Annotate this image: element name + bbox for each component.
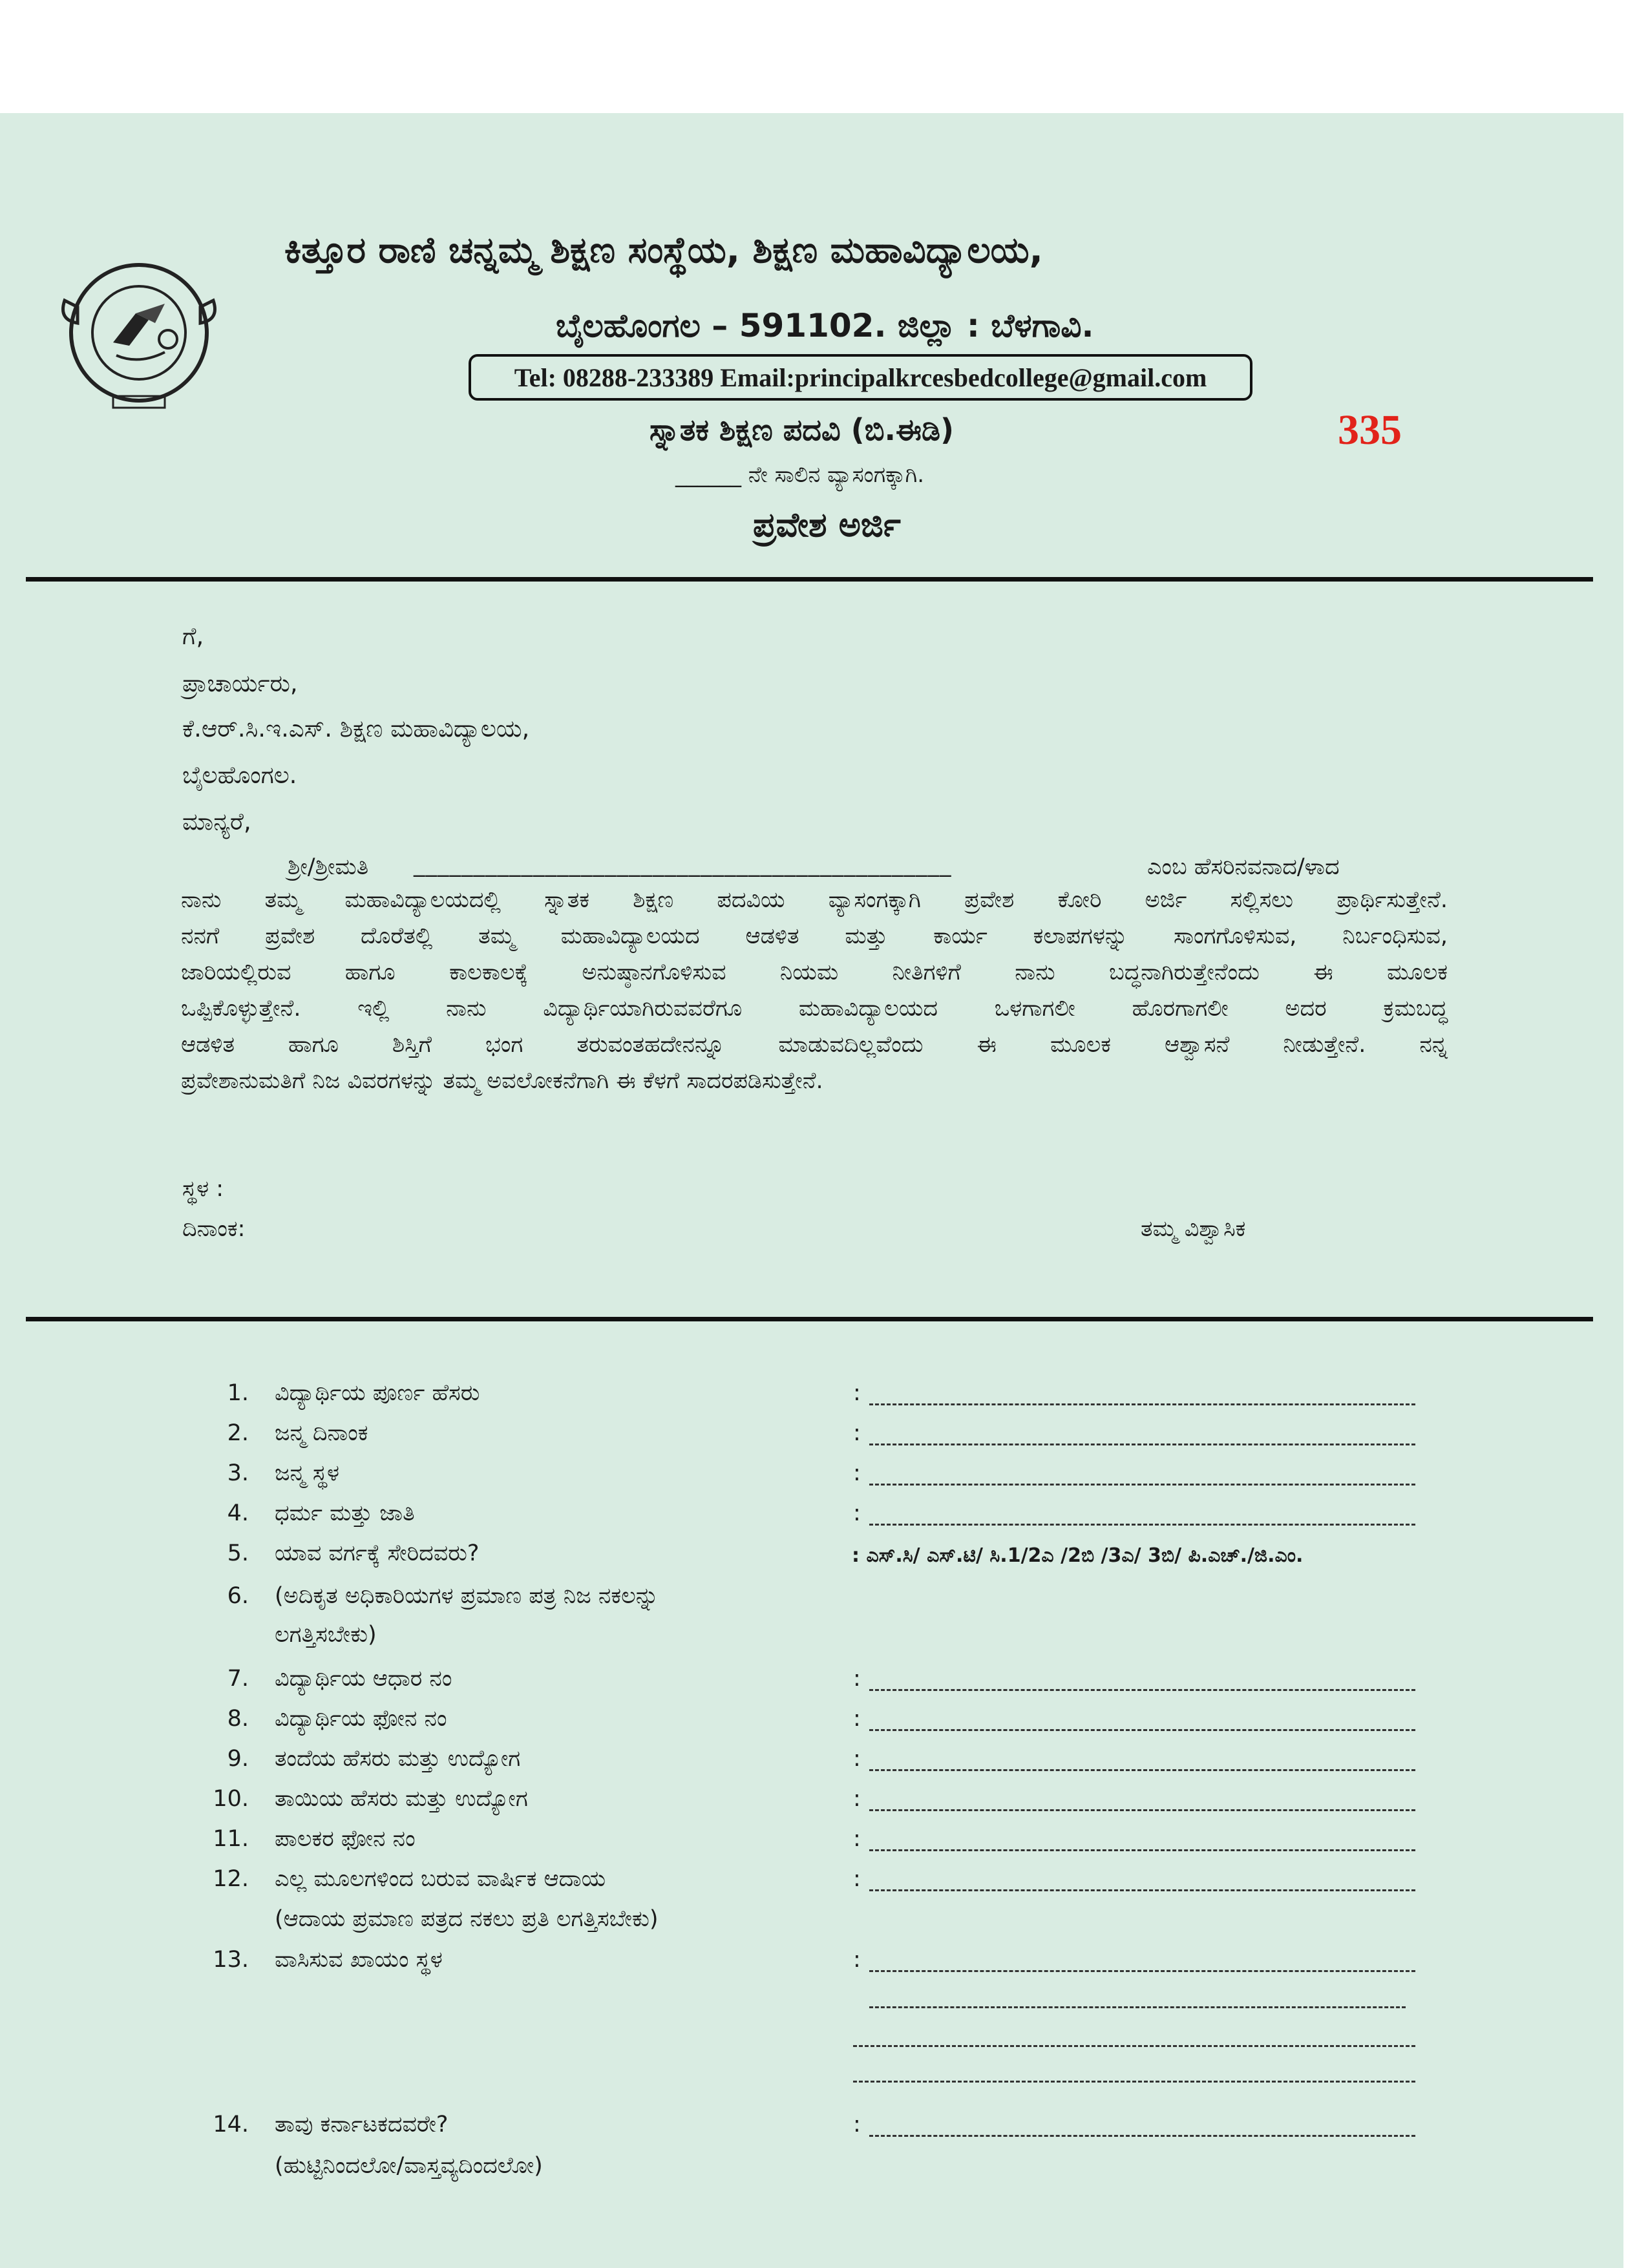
institution-address: ಬೈಲಹೊಂಗಲ – 591102. ಜಿಲ್ಲಾ : ಬೆಳಗಾವಿ.: [556, 307, 1094, 344]
item-number: 3.: [227, 1460, 249, 1486]
item-label-continued: ಲಗತ್ತಿಸಬೇಕು): [275, 1622, 377, 1648]
item-label: ಜನ್ಮ ಸ್ಥಳ: [275, 1460, 339, 1486]
item-label: ತಾಯಿಯ ಹೆಸರು ಮತ್ತು ಉದ್ಯೋಗ: [275, 1786, 528, 1812]
answer-line-mother[interactable]: [869, 1809, 1415, 1811]
answer-line-parent-phone[interactable]: [869, 1849, 1415, 1851]
field-colon: :: [853, 1947, 861, 1973]
answer-line-student-phone[interactable]: [869, 1729, 1415, 1731]
answer-line-religion-caste[interactable]: [869, 1524, 1415, 1526]
declaration-line: ಒಪ್ಪಿಕೊಳ್ಳುತ್ತೇನೆ. ಇಲ್ಲಿ ನಾನು ವಿದ್ಯಾರ್ಥಿಯಾಗಿರುವವರೆಗೂ ಮಹಾವಿದ್ಯಾಲಯದ ಒಳಗಾಗಲೀ ಹೊರಗಾಗಲೀ ಅದರ ಕ್ರಮಬದ್ಧ: [181, 996, 1448, 1022]
answer-line-annual-income[interactable]: [869, 1889, 1415, 1891]
item-number: 11.: [213, 1826, 249, 1852]
item-number: 7.: [227, 1666, 249, 1692]
field-colon: :: [853, 1826, 861, 1852]
declaration-line: ಪ್ರವೇಶಾನುಮತಿಗೆ ನಿಜ ವಿವರಗಳನ್ನು ತಮ್ಮ ಅವಲೋಕನೆಗಾಗಿ ಈ ಕೆಳಗೆ ಸಾದರಪಡಿಸುತ್ತೇನೆ.: [181, 1068, 823, 1094]
answer-line-birth-place[interactable]: [869, 1484, 1415, 1486]
item-label: ತಾವು ಕರ್ನಾಟಕದವರೇ?: [275, 2112, 449, 2137]
item-label: ವಾಸಿಸುವ ಖಾಯಂ ಸ್ಥಳ: [275, 1947, 443, 1973]
field-colon: :: [853, 1746, 861, 1772]
field-colon: :: [853, 1460, 861, 1486]
letter-to: ಗೆ,: [182, 622, 204, 650]
item-label-continued: (ಹುಟ್ಟಿನಿಂದಲೋ/ವಾಸ್ತವ್ಯದಿಂದಲೋ): [275, 2153, 543, 2179]
form-number: 335: [1338, 406, 1402, 454]
category-options[interactable]: : ಎಸ್.ಸಿ/ ಎಸ್.ಟಿ/ ಸಿ.1/2ಎ /2ಬಿ /3ಎ/ 3ಬಿ/ ಪಿ.ಎಚ್./ಜಿ.ಎಂ.: [852, 1544, 1304, 1567]
item-label: ಜನ್ಮ ದಿನಾಂಕ: [275, 1420, 368, 1446]
letter-college: ಕೆ.ಆರ್.ಸಿ.ಇ.ಎಸ್. ಶಿಕ್ಷಣ ಮಹಾವಿದ್ಯಾಲಯ,: [182, 715, 530, 742]
answer-line-aadhaar[interactable]: [869, 1689, 1415, 1691]
item-number: 14.: [213, 2112, 249, 2137]
declaration-paragraph: [181, 882, 1448, 1099]
signature-label: ತಮ್ಮ ವಿಶ್ವಾಸಿಕ: [1141, 1216, 1246, 1242]
name-suffix: ಎಂಬ ಹೆಸರಿನವನಾದ/ಳಾದ: [1147, 854, 1340, 880]
item-label: ತಂದೆಯ ಹೆಸರು ಮತ್ತು ಉದ್ಯೋಗ: [275, 1746, 521, 1772]
item-number: 9.: [227, 1746, 249, 1772]
name-prefix: ಶ್ರೀ/ಶ್ರೀಮತಿ: [288, 854, 369, 880]
applicant-name-field[interactable]: _____________________________________________: [414, 852, 952, 877]
item-number: 12.: [213, 1866, 249, 1892]
item-label-continued: (ಆದಾಯ ಪ್ರಮಾಣ ಪತ್ರದ ನಕಲು ಪ್ರತಿ ಲಗತ್ತಿಸಬೇಕು): [275, 1906, 659, 1932]
institution-name: ಕಿತ್ತೂರ ರಾಣಿ ಚನ್ನಮ್ಮ ಶಿಕ್ಷಣ ಸಂಸ್ಥೆಯ, ಶಿಕ್ಷಣ ಮಹಾವಿದ್ಯಾಲಯ,: [284, 229, 1043, 271]
item-label: ಪಾಲಕರ ಫೋನ ನಂ: [275, 1826, 416, 1852]
college-seal-logo: [52, 242, 226, 417]
field-colon: :: [853, 1866, 861, 1892]
field-colon: :: [853, 1420, 861, 1446]
item-number: 1.: [227, 1380, 249, 1406]
answer-line-father[interactable]: [869, 1769, 1415, 1771]
item-label: ಎಲ್ಲ ಮೂಲಗಳಿಂದ ಬರುವ ವಾರ್ಷಿಕ ಆದಾಯ: [275, 1866, 606, 1892]
item-number: 2.: [227, 1420, 249, 1446]
field-colon: :: [853, 1706, 861, 1732]
item-label: ವಿದ್ಯಾರ್ಥಿಯ ಫೋನ ನಂ: [275, 1706, 447, 1732]
declaration-line: ನನಗೆ ಪ್ರವೇಶ ದೊರೆತಲ್ಲಿ ತಮ್ಮ ಮಹಾವಿದ್ಯಾಲಯದ ಆಡಳಿತ ಮತ್ತು ಕಾರ್ಯ ಕಲಾಪಗಳನ್ನು ಸಾಂಗಗೊಳಿಸುವ, ನಿರ್ಬಂಧಿಸುವ,: [181, 923, 1448, 949]
top-divider: [26, 577, 1593, 582]
item-number: 13.: [213, 1947, 249, 1973]
item-label: ವಿದ್ಯಾರ್ಥಿಯ ಪೂರ್ಣ ಹೆಸರು: [275, 1380, 480, 1406]
letter-city: ಬೈಲಹೊಂಗಲ.: [182, 761, 297, 789]
answer-line-full-name[interactable]: [869, 1403, 1415, 1405]
letter-salutation: ಮಾನ್ಯರೆ,: [182, 808, 251, 835]
field-colon: :: [853, 2112, 861, 2137]
item-number: 10.: [213, 1786, 249, 1812]
form-title: ಪ್ರವೇಶ ಅರ್ಜಿ: [753, 506, 901, 545]
item-number: 6.: [227, 1583, 249, 1609]
answer-line-address-2[interactable]: [869, 2006, 1406, 2008]
answer-line-address-3[interactable]: [853, 2045, 1415, 2047]
declaration-line: ಆಡಳಿತ ಹಾಗೂ ಶಿಸ್ತಿಗೆ ಭಂಗ ತರುವಂತಹದೇನನ್ನೂ ಮಾಡುವದಿಲ್ಲವೆಂದು ಈ ಮೂಲಕ ಆಶ್ವಾಸನೆ ನೀಡುತ್ತೇನೆ. ನನ್ನ: [181, 1032, 1448, 1058]
date-label: ದಿನಾಂಕ:: [182, 1216, 246, 1242]
letter-recipient: ಪ್ರಾಚಾರ್ಯರು,: [182, 669, 298, 697]
item-label: ಯಾವ ವರ್ಗಕ್ಕೆ ಸೇರಿದವರು?: [275, 1540, 480, 1566]
item-number: 4.: [227, 1500, 249, 1526]
item-number: 8.: [227, 1706, 249, 1732]
declaration-line: ನಾನು ತಮ್ಮ ಮಹಾವಿದ್ಯಾಲಯದಲ್ಲಿ ಸ್ನಾತಕ ಶಿಕ್ಷಣ ಪದವಿಯ ವ್ಯಾಸಂಗಕ್ಕಾಗಿ ಪ್ರವೇಶ ಕೋರಿ ಅರ್ಜಿ ಸಲ್ಲಿಸಲು ಪ್ರಾರ್ಥಿಸುತ್ತೇನೆ.: [181, 887, 1448, 913]
item-label: ಧರ್ಮ ಮತ್ತು ಜಾತಿ: [275, 1500, 415, 1526]
item-number: 5.: [227, 1540, 249, 1566]
field-colon: :: [853, 1666, 861, 1692]
field-colon: :: [853, 1380, 861, 1406]
academic-year-line: ______ ನೇ ಸಾಲಿನ ವ್ಯಾಸಂಗಕ್ಕಾಗಿ.: [675, 462, 925, 488]
field-colon: :: [853, 1500, 861, 1526]
item-label: ವಿದ್ಯಾರ್ಥಿಯ ಆಧಾರ ನಂ: [275, 1666, 452, 1692]
answer-line-address-4[interactable]: [853, 2081, 1415, 2083]
answer-line-karnataka[interactable]: [869, 2135, 1415, 2137]
contact-box: Tel: 08288-233389 Email:principalkrcesbedcollege@gmail.com: [469, 354, 1252, 401]
field-colon: :: [853, 1786, 861, 1812]
place-label: ಸ್ಥಳ :: [182, 1176, 224, 1202]
answer-line-address-1[interactable]: [869, 1970, 1415, 1972]
degree-title: ಸ್ನಾತಕ ಶಿಕ್ಷಣ ಪದವಿ (ಬಿ.ಈಡಿ): [650, 412, 954, 447]
declaration-line: ಜಾರಿಯಲ್ಲಿರುವ ಹಾಗೂ ಕಾಲಕಾಲಕ್ಕೆ ಅನುಷ್ಠಾನಗೊಳಿಸುವ ನಿಯಮ ನೀತಿಗಳಿಗೆ ನಾನು ಬದ್ಧನಾಗಿರುತ್ತೇನೆಂದು ಈ ಮೂಲಕ: [181, 960, 1448, 985]
middle-divider: [26, 1317, 1593, 1321]
answer-line-birth-date[interactable]: [869, 1444, 1415, 1445]
item-label: (ಅದಿಕೃತ ಅಧಿಕಾರಿಯಗಳ ಪ್ರಮಾಣ ಪತ್ರ ನಿಜ ನಕಲನ್ನು: [275, 1583, 659, 1609]
